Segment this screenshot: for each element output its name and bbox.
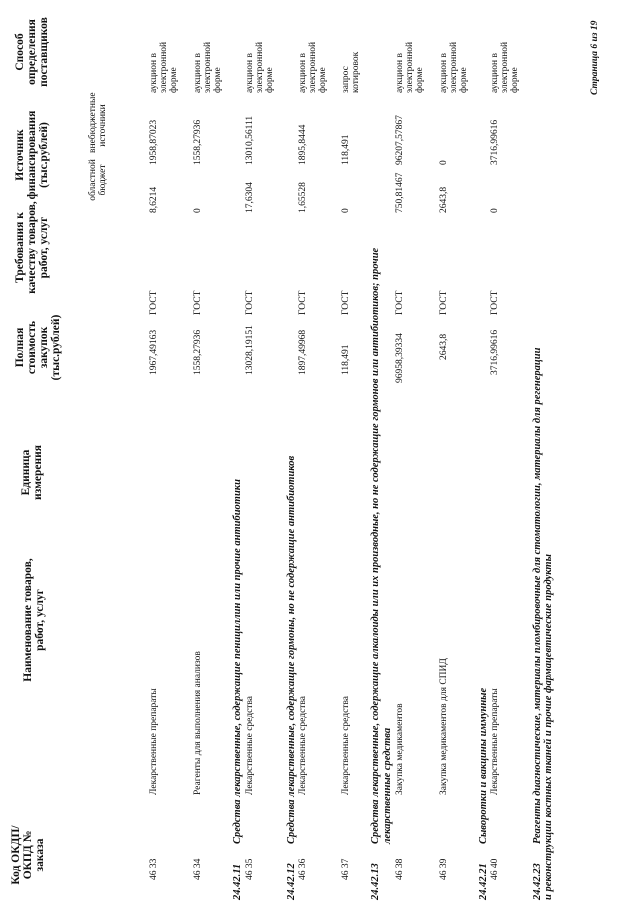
header-method: Способ определения поставщиков <box>14 17 50 87</box>
row-name: Лекарственные средства <box>341 695 351 795</box>
section-title: Реагенты диагностические, материалы пломбировочные для стоматологии, материалы для регенерации и реконструкции костных тканей и прочие фармацевтические продукты <box>532 347 554 900</box>
header-code: Код ОКДП/ ОКПД № заказа <box>10 825 46 885</box>
row-extra: 3716,99616 <box>490 119 500 165</box>
row-cost: 1967,49163 <box>149 329 159 375</box>
row-regional: 1,65528 <box>298 182 308 213</box>
row-extra: 0 <box>439 160 449 165</box>
row-number: 46 39 <box>439 858 449 880</box>
section-title: Сыворотки и вакцины иммунные <box>478 687 489 844</box>
row-requirements: ГОСТ <box>490 290 500 315</box>
section-code: 24.42.21 <box>478 863 489 900</box>
section-code: 24.42.23 <box>532 863 543 900</box>
row-requirements: ГОСТ <box>395 290 405 315</box>
section-header <box>286 456 297 900</box>
row-number: 46 35 <box>245 858 255 880</box>
row-name: Закупка медикаментов <box>395 703 405 795</box>
row-extra: 118,491 <box>341 134 351 165</box>
row-regional: 750,81467 <box>395 172 405 213</box>
section-header <box>478 688 489 900</box>
row-number: 46 34 <box>193 858 203 880</box>
row-extra: 1895,8444 <box>298 124 308 165</box>
row-name: Закупка медикаментов для СПИД <box>439 658 449 795</box>
row-regional: 8,6214 <box>149 186 159 213</box>
section-code: 24.42.11 <box>232 863 243 900</box>
row-extra: 96207,57867 <box>395 115 405 165</box>
row-method: запрос котировок <box>341 51 361 93</box>
row-cost: 96958,39334 <box>395 333 405 383</box>
row-extra: 13010,56111 <box>245 115 255 165</box>
row-name: Лекарственные средства <box>298 695 308 795</box>
row-cost: 118,491 <box>341 344 351 375</box>
row-number: 46 37 <box>341 858 351 880</box>
row-requirements: ГОСТ <box>245 290 255 315</box>
row-number: 46 40 <box>490 858 500 880</box>
row-cost: 1897,49968 <box>298 329 308 375</box>
row-cost: 2643,8 <box>439 333 449 360</box>
row-method: аукцион в электронной форме <box>298 41 328 93</box>
header-unit: Единица измерения <box>20 445 44 500</box>
row-number: 46 33 <box>149 858 159 880</box>
row-regional: 2643,8 <box>439 186 449 213</box>
row-requirements: ГОСТ <box>341 290 351 315</box>
header-source-regional: областной бюджет <box>88 159 108 201</box>
row-name: Лекарственные средства <box>245 695 255 795</box>
row-name: Лекарственные препараты <box>490 688 500 795</box>
header-requirements: Требования к качеству товаров, работ, услуг <box>14 201 50 294</box>
row-extra: 1558,27936 <box>193 119 203 165</box>
row-method: аукцион в электронной форме <box>149 41 179 93</box>
section-code: 24.42.12 <box>286 863 297 900</box>
row-requirements: ГОСТ <box>298 290 308 315</box>
row-name: Лекарственные препараты <box>149 688 159 795</box>
row-cost: 3716,99616 <box>490 329 500 375</box>
row-regional: 0 <box>193 208 203 213</box>
section-title: Средства лекарственные, содержащие пенициллин или прочие антибиотики <box>232 479 243 844</box>
page-number: Страница 6 из 19 <box>590 20 600 95</box>
row-method: аукцион в электронной форме <box>490 41 520 93</box>
header-cost: Полная стоимость закупок (тыс.рублей) <box>14 314 62 381</box>
row-extra: 1958,87023 <box>149 119 159 165</box>
row-regional: 0 <box>490 208 500 213</box>
row-regional: 17,6304 <box>245 182 255 213</box>
header-name: Наименование товаров, работ, услуг <box>22 558 46 682</box>
row-number: 46 36 <box>298 858 308 880</box>
section-header <box>370 248 381 900</box>
row-method: аукцион в электронной форме <box>193 41 223 93</box>
header-source-extra: внебюджетные источники <box>88 92 108 153</box>
row-method: аукцион в электронной форме <box>395 41 425 93</box>
row-method: аукцион в электронной форме <box>245 41 275 93</box>
section-header <box>532 340 554 900</box>
section-code: 24.42.13 <box>370 863 381 900</box>
row-name: Реагенты для выполнения анализов <box>193 651 203 795</box>
row-cost: 1558,27936 <box>193 329 203 375</box>
row-regional: 0 <box>341 208 351 213</box>
row-number: 46 38 <box>395 858 405 880</box>
row-requirements: ГОСТ <box>193 290 203 315</box>
row-cost: 13028,19151 <box>245 325 255 375</box>
row-method: аукцион в электронной форме <box>439 41 469 93</box>
row-requirements: ГОСТ <box>149 290 159 315</box>
section-title: Средства лекарственные, содержащие гормоны, но не содержащие антибиотиков <box>286 455 297 844</box>
row-requirements: ГОСТ <box>439 290 449 315</box>
section-continuation: лекарственные средства <box>382 727 393 844</box>
section-header <box>232 479 243 900</box>
header-source: Источник финансирования (тыс.рублей) <box>14 110 50 200</box>
section-title: Средства лекарственные, содержащие алкалоиды или их производные, но не содержащие гормонов или антибиотиков; прочие <box>370 247 381 844</box>
